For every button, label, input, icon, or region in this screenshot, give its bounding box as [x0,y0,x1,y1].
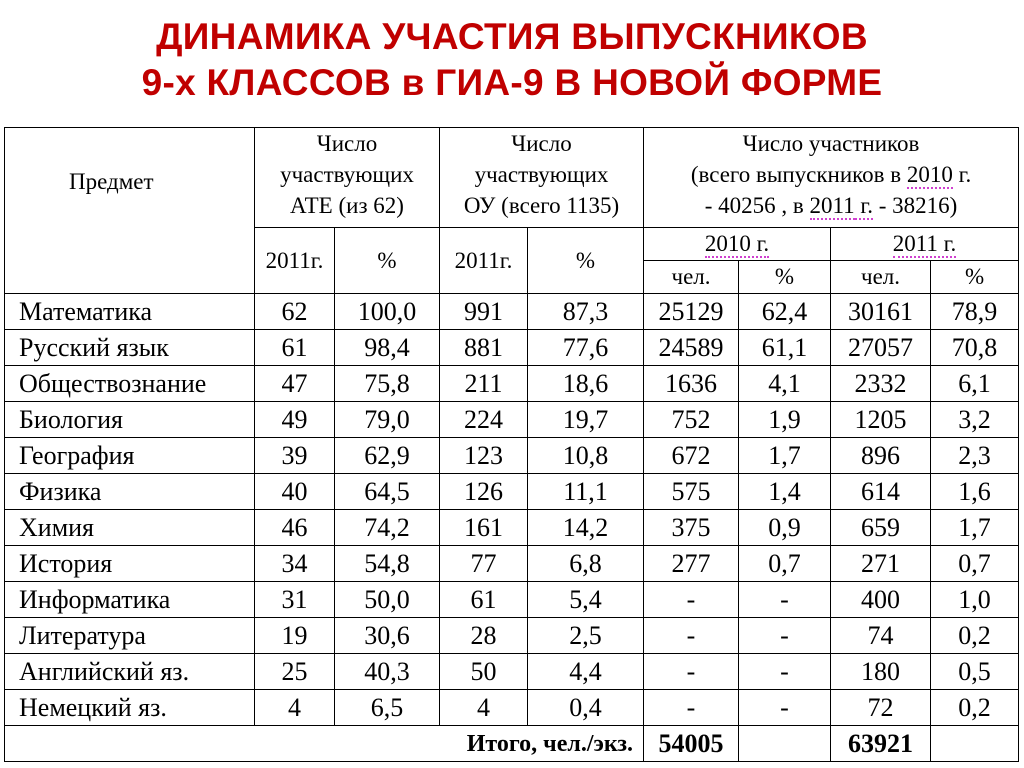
header-subject: Предмет [5,128,255,294]
cell-ate-pct: 30,6 [335,618,440,654]
header-ou-pct: % [528,228,644,294]
table-row [5,402,1019,438]
subject-cell: Немецкий яз. [5,690,255,726]
cell-c2011: 180 [831,654,931,690]
title-line-2: 9-х КЛАССОВ в ГИА-9 В НОВОЙ ФОРМЕ [141,62,883,103]
cell-ate-pct: 98,4 [335,330,440,366]
cell-ate-pct: 74,2 [335,510,440,546]
cell-c2011: 74 [831,618,931,654]
subject-cell: Литература [5,618,255,654]
header-participants: Число участников (всего выпускников в 2010 г. - 40256 , в 2011 г. - 38216) [644,128,1019,228]
cell-p2011: 70,8 [931,330,1019,366]
cell-c2011: 271 [831,546,931,582]
cell-ou-pct: 2,5 [528,618,644,654]
total-2011: 63921 [831,726,931,762]
subject-cell: География [5,438,255,474]
cell-ou: 77 [440,546,528,582]
cell-ou-pct: 10,8 [528,438,644,474]
header-ate: Число участвующих АТЕ (из 62) [255,128,440,228]
table-header [5,128,1019,294]
total-empty-1 [739,726,831,762]
cell-ou: 28 [440,618,528,654]
cell-c2011: 896 [831,438,931,474]
cell-c2011: 400 [831,582,931,618]
cell-ou: 211 [440,366,528,402]
cell-c2010: 752 [644,402,739,438]
cell-c2010: 25129 [644,294,739,330]
cell-ou-pct: 14,2 [528,510,644,546]
cell-c2010: - [644,654,739,690]
cell-ou: 881 [440,330,528,366]
cell-ate-pct: 75,8 [335,366,440,402]
cell-ate: 46 [255,510,335,546]
cell-ou-pct: 87,3 [528,294,644,330]
cell-ou: 50 [440,654,528,690]
cell-ate-pct: 79,0 [335,402,440,438]
cell-ate: 47 [255,366,335,402]
table-row [5,330,1019,366]
cell-ate: 19 [255,618,335,654]
cell-p2011: 2,3 [931,438,1019,474]
cell-p2011: 0,2 [931,690,1019,726]
cell-p2011: 1,7 [931,510,1019,546]
cell-c2010: 575 [644,474,739,510]
header-2010-pct: % [739,261,831,294]
header-2011-chel: чел. [831,261,931,294]
cell-p2011: 0,5 [931,654,1019,690]
title-line-1: ДИНАМИКА УЧАСТИЯ ВЫПУСКНИКОВ [156,16,868,57]
subject-cell: Обществознание [5,366,255,402]
subject-cell: Информатика [5,582,255,618]
header-ate-pct: % [335,228,440,294]
table-row [5,690,1019,726]
subject-cell: Русский язык [5,330,255,366]
cell-p2010: 1,9 [739,402,831,438]
cell-ou-pct: 77,6 [528,330,644,366]
cell-c2010: - [644,582,739,618]
cell-ou: 126 [440,474,528,510]
cell-p2010: - [739,618,831,654]
cell-p2011: 1,0 [931,582,1019,618]
cell-ou-pct: 4,4 [528,654,644,690]
subject-cell: История [5,546,255,582]
cell-ate: 4 [255,690,335,726]
cell-ate-pct: 100,0 [335,294,440,330]
cell-c2010: 277 [644,546,739,582]
cell-c2010: - [644,618,739,654]
cell-ate-pct: 50,0 [335,582,440,618]
cell-ou: 161 [440,510,528,546]
cell-ate: 31 [255,582,335,618]
cell-p2011: 0,7 [931,546,1019,582]
header-2011-pct: % [931,261,1019,294]
cell-ate: 40 [255,474,335,510]
cell-p2010: 61,1 [739,330,831,366]
header-year-2011: 2011 г. [831,228,1019,261]
header-ou-2011: 2011г. [440,228,528,294]
cell-ate: 34 [255,546,335,582]
cell-c2010: 672 [644,438,739,474]
cell-c2011: 2332 [831,366,931,402]
cell-ou: 991 [440,294,528,330]
cell-p2010: - [739,654,831,690]
cell-c2010: 375 [644,510,739,546]
cell-ou: 61 [440,582,528,618]
subject-cell: Физика [5,474,255,510]
subject-cell: Математика [5,294,255,330]
cell-ou-pct: 0,4 [528,690,644,726]
cell-p2010: 1,7 [739,438,831,474]
cell-p2011: 3,2 [931,402,1019,438]
cell-c2010: 1636 [644,366,739,402]
header-ou: Число участвующих ОУ (всего 1135) [440,128,644,228]
cell-ate-pct: 6,5 [335,690,440,726]
cell-c2011: 659 [831,510,931,546]
cell-c2010: - [644,690,739,726]
table-row [5,546,1019,582]
cell-c2011: 1205 [831,402,931,438]
participation-table [4,127,1019,762]
subject-cell: Химия [5,510,255,546]
cell-ou: 123 [440,438,528,474]
cell-p2011: 78,9 [931,294,1019,330]
cell-ate-pct: 64,5 [335,474,440,510]
table-row [5,366,1019,402]
cell-p2010: 4,1 [739,366,831,402]
cell-ou-pct: 5,4 [528,582,644,618]
table-row [5,438,1019,474]
header-year-2010: 2010 г. [644,228,831,261]
header-ate-2011: 2011г. [255,228,335,294]
cell-p2010: 0,7 [739,546,831,582]
table-row [5,582,1019,618]
cell-c2011: 27057 [831,330,931,366]
table-row [5,510,1019,546]
cell-p2010: - [739,690,831,726]
cell-p2010: 1,4 [739,474,831,510]
total-empty-2 [931,726,1019,762]
cell-p2011: 1,6 [931,474,1019,510]
cell-ou-pct: 11,1 [528,474,644,510]
cell-ou-pct: 18,6 [528,366,644,402]
subject-cell: Английский яз. [5,654,255,690]
cell-ou: 4 [440,690,528,726]
cell-ou-pct: 6,8 [528,546,644,582]
table-row [5,474,1019,510]
cell-c2011: 614 [831,474,931,510]
cell-ou: 224 [440,402,528,438]
cell-ate: 25 [255,654,335,690]
cell-p2011: 6,1 [931,366,1019,402]
table-footer [5,726,1019,762]
cell-p2010: - [739,582,831,618]
cell-ate: 39 [255,438,335,474]
cell-ate-pct: 54,8 [335,546,440,582]
total-label: Итого, чел./экз. [5,726,644,762]
cell-c2010: 24589 [644,330,739,366]
cell-c2011: 72 [831,690,931,726]
total-2010: 54005 [644,726,739,762]
table-row [5,618,1019,654]
cell-ate: 62 [255,294,335,330]
table-body [5,294,1019,726]
cell-ate-pct: 62,9 [335,438,440,474]
cell-ate: 61 [255,330,335,366]
header-2010-chel: чел. [644,261,739,294]
table-row [5,294,1019,330]
cell-ou-pct: 19,7 [528,402,644,438]
table-row [5,654,1019,690]
cell-p2011: 0,2 [931,618,1019,654]
cell-c2011: 30161 [831,294,931,330]
subject-cell: Биология [5,402,255,438]
cell-p2010: 0,9 [739,510,831,546]
cell-ate-pct: 40,3 [335,654,440,690]
cell-p2010: 62,4 [739,294,831,330]
page-title [0,14,1024,106]
cell-ate: 49 [255,402,335,438]
